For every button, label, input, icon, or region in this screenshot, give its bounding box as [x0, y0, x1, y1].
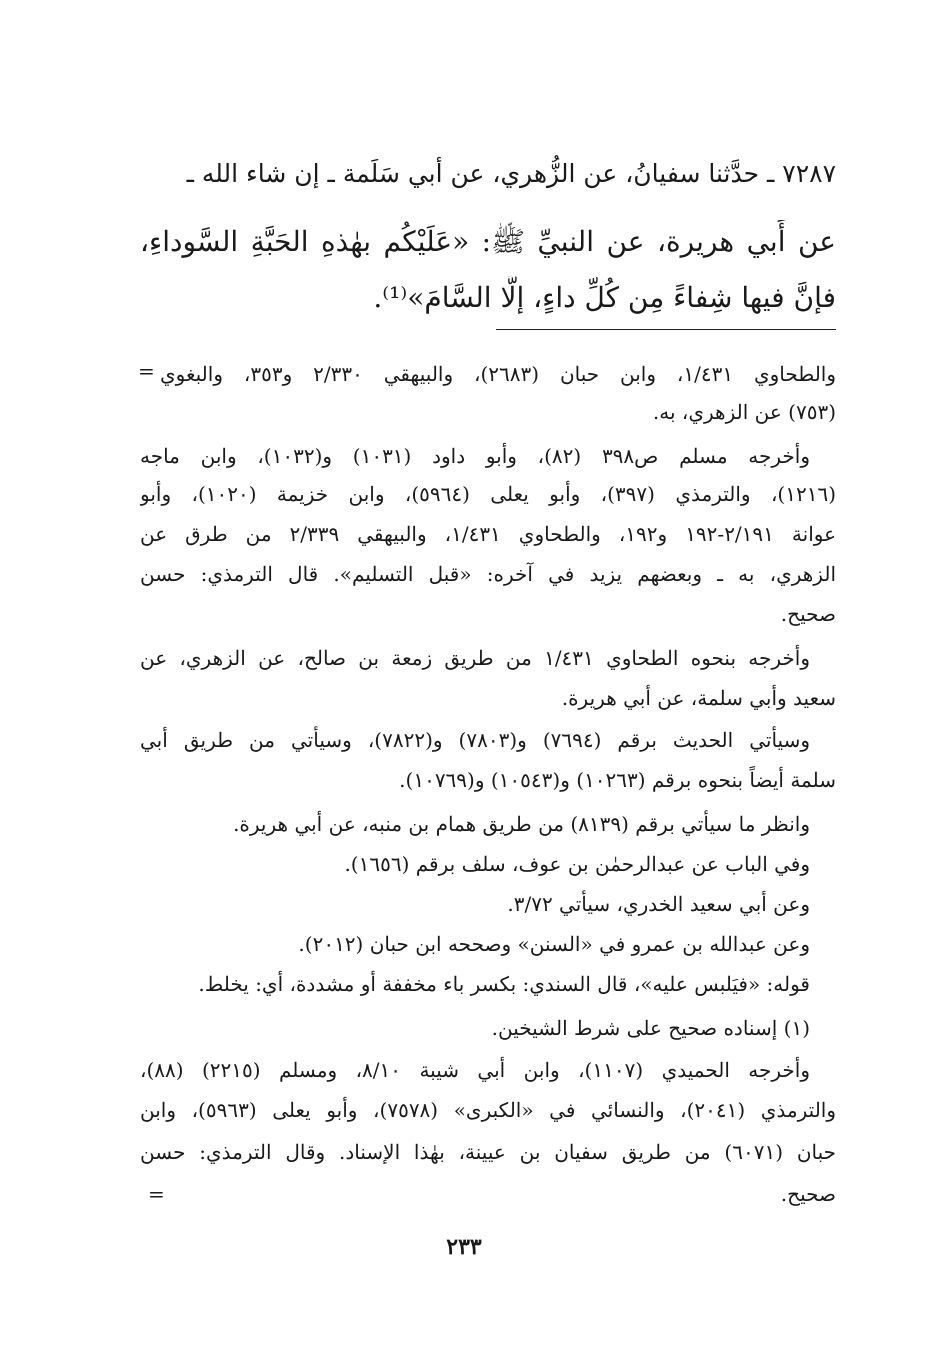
footnote-line-14: وعن أبي سعيد الخدري، سيأتي ٣/٧٢. — [507, 892, 810, 916]
footnote-line-17: (١) إسناده صحيح على شرط الشيخين. — [491, 1016, 810, 1040]
footnote-line-1: والطحاوي ١/٤٣١، وابن حبان (٢٦٨٣)، والبيهقي ٢/٣٣٠ و٣٥٣، والبغوي — [160, 362, 836, 386]
footnote-line-21: صحيح. — [780, 1182, 836, 1206]
footnote-line-12: وانظر ما سيأتي برقم (٨١٣٩) من طريق همام بن منبه، عن أبي هريرة. — [233, 812, 810, 836]
footnote-line-19: والترمذي (٢٠٤١)، والنسائي في «الكبرى» (٧٥٧٨)، وأبو يعلى (٥٩٦٣)، وابن — [140, 1098, 836, 1122]
footnote-line-18: وأخرجه الحميدي (١١٠٧)، وابن أبي شيبة ٨/١٠، ومسلم (٢٢١٥) (٨٨)، — [140, 1058, 810, 1082]
footnote-line-13: وفي الباب عن عبدالرحمٰن بن عوف، سلف برقم (١٦٥٦). — [344, 852, 810, 876]
continuation-mark-bottom: = — [148, 1182, 165, 1206]
footnote-line-10: وسيأتي الحديث برقم (٧٦٩٤) و(٧٨٠٣) و(٧٨٢٢)، وسيأتي من طريق أبي — [140, 728, 810, 752]
footnote-line-11: سلمة أيضاً بنحوه برقم (١٠٢٦٣) و(١٠٥٤٣) و(١٠٧٦٩). — [399, 768, 836, 792]
footnote-line-16: قوله: «فيَلبس عليه»، قال السندي: بكسر باء مخففة أو مشددة، أي: يخلط. — [198, 972, 810, 996]
hadith-line-1: ٧٢٨٧ ـ حدَّثنا سفيانُ، عن الزُّهري، عن أبي سَلَمة ـ إن شاء الله ـ — [186, 159, 836, 188]
footnote-line-8: وأخرجه بنحوه الطحاوي ١/٤٣١ من طريق زمعة بن صالح، عن الزهري، عن — [140, 646, 810, 670]
hadith-line-3: فإنَّ فيها شِفاءً مِن كُلِّ داءٍ، إلَّا السَّامَ»⁽¹⁾. — [373, 281, 836, 314]
footnote-line-6: الزهري، به ـ وبعضهم يزيد في آخره: «قبل التسليم». قال الترمذي: حسن — [140, 562, 836, 586]
footnote-line-2: (٧٥٣) عن الزهري، به. — [652, 400, 836, 424]
footnote-line-7: صحيح. — [780, 602, 836, 626]
footnote-line-20: حبان (٦٠٧١) من طريق سفيان بن عيينة، بهٰذا الإسناد. وقال الترمذي: حسن — [140, 1140, 836, 1164]
page-number: ٢٣٣ — [446, 1234, 482, 1260]
continuation-mark-top: = — [138, 359, 155, 383]
footnote-line-5: عوانة ٢/١٩١-١٩٢ و١٩٢، والطحاوي ١/٤٣١، والبيهقي ٢/٣٣٩ من طرق عن — [140, 522, 836, 546]
footnote-separator — [496, 329, 836, 330]
footnote-line-4: (١٢١٦)، والترمذي (٣٩٧)، وأبو يعلى (٥٩٦٤)، وابن خزيمة (١٠٢٠)، وأبو — [140, 482, 836, 506]
footnote-line-9: سعيد وأبي سلمة، عن أبي هريرة. — [561, 686, 836, 710]
footnote-line-15: وعن عبدالله بن عمرو في «السنن» وصححه ابن حبان (٢٠١٢). — [298, 932, 810, 956]
footnote-line-3: وأخرجه مسلم ص٣٩٨ (٨٢)، وأبو داود (١٠٣١) و(١٠٣٢)، وابن ماجه — [140, 444, 810, 468]
hadith-line-2: عن أَبي هريرة، عن النبيِّ ﷺ: «عَلَيْكُم بهٰذهِ الحَبَّةِ السَّوداءِ، — [140, 225, 836, 258]
